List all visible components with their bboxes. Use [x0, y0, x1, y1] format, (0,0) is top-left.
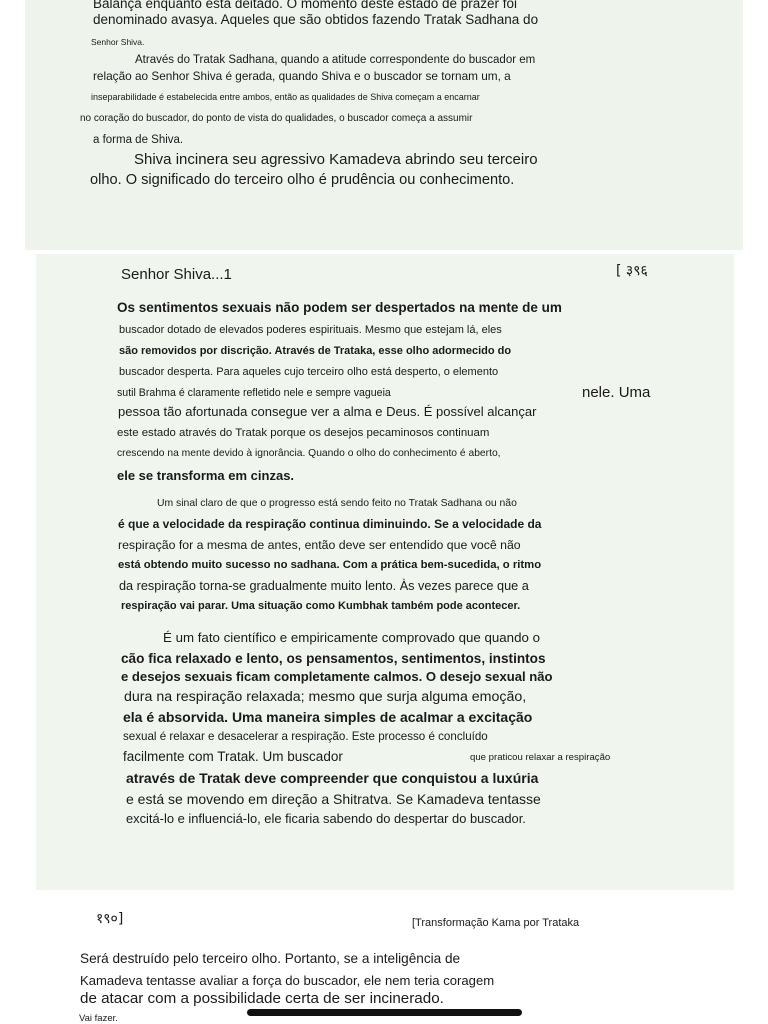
text-line: buscador desperta. Para aqueles cujo terceiro olho está desperto, o elemento [119, 366, 499, 378]
text-line: sutil Brahma é claramente refletido nele e sempre vagueia [117, 387, 391, 399]
text-line: Kamadeva tentasse avaliar a força do buscador, ele nem teria coragem [80, 973, 495, 988]
text-line: Vai fazer. [79, 1013, 118, 1024]
page-header-number: [ ३९६ [616, 263, 648, 279]
text-line: crescendo na mente devido à ignorância. Quando o olho do conhecimento é aberto, [117, 448, 501, 459]
text-line: inseparabilidade é estabelecida entre ambos, então as qualidades de Shiva começam a encarnar [91, 92, 480, 102]
page-header-title: Senhor Shiva...1 [121, 266, 232, 283]
text-line: de atacar com a possibilidade certa de ser incinerado. [80, 990, 444, 1007]
text-line: buscador dotado de elevados poderes espirituais. Mesmo que estejam lá, eles [119, 324, 502, 336]
text-line: e está se movendo em direção a Shitratva. Se Kamadeva tentasse [126, 791, 541, 807]
text-line: Será destruído pelo terceiro olho. Portanto, se a inteligência de [80, 951, 461, 966]
text-line: nele. Uma [582, 384, 651, 401]
text-line: sexual é relaxar e desacelerar a respiração. Este processo é concluído [123, 730, 488, 743]
text-line: cão fica relaxado e lento, os pensamentos, sentimentos, instintos [121, 651, 546, 666]
text-line: são removidos por discrição. Através de Trataka, esse olho adormecido do [119, 345, 512, 357]
text-line: através de Tratak deve compreender que conquistou a luxúria [126, 770, 539, 786]
text-line: e desejos sexuais ficam completamente calmos. O desejo sexual não [121, 669, 553, 684]
text-line: este estado através do Tratak porque os desejos pecaminosos continuam [117, 427, 490, 439]
text-line: É um fato científico e empiricamente comprovado que quando o [163, 630, 540, 645]
text-line: pessoa tão afortunada consegue ver a alma e Deus. É possível alcançar [118, 404, 537, 419]
text-line: no coração do buscador, do ponto de vista do qualidades, o buscador começa a assumir [80, 113, 473, 124]
text-line: ele se transforma em cinzas. [117, 468, 295, 483]
text-line: da respiração torna-se gradualmente muito lento. Às vezes parece que a [119, 579, 529, 593]
text-line: Balança enquanto está deitado. O momento deste estado de prazer foi [93, 0, 518, 11]
text-line: Shiva incinera seu agressivo Kamadeva abrindo seu terceiro [134, 151, 538, 168]
text-line: dura na respiração relaxada; mesmo que surja alguma emoção, [124, 689, 527, 705]
home-indicator[interactable] [247, 1009, 522, 1016]
text-line: que praticou relaxar a respiração [470, 752, 611, 763]
text-line: excitá-lo e influenciá-lo, ele ficaria sabendo do despertar do buscador. [126, 811, 526, 826]
text-line: Um sinal claro de que o progresso está sendo feito no Tratak Sadhana ou não [157, 498, 517, 509]
text-line: ela é absorvida. Uma maneira simples de acalmar a excitação [123, 709, 533, 725]
text-line: Os sentimentos sexuais não podem ser despertados na mente de um [117, 300, 562, 315]
text-line: Senhor Shiva. [91, 37, 145, 47]
page-number: १९०] [96, 911, 124, 927]
text-line: respiração vai parar. Uma situação como Kumbhak também pode acontecer. [121, 600, 521, 612]
text-line: relação ao Senhor Shiva é gerada, quando Shiva e o buscador se tornam um, a [93, 69, 511, 83]
text-line: Através do Tratak Sadhana, quando a atitude correspondente do buscador em [135, 54, 536, 66]
text-line: facilmente com Tratak. Um buscador [123, 749, 343, 764]
text-line: está obtendo muito sucesso no sadhana. Com a prática bem-sucedida, o ritmo [118, 559, 542, 571]
text-line: respiração for a mesma de antes, então deve ser entendido que você não [118, 538, 521, 552]
text-line: a forma de Shiva. [93, 134, 184, 146]
text-line: denominado avasya. Aqueles que são obtidos fazendo Tratak Sadhana do [93, 12, 539, 27]
running-header: [Transformação Kama por Trataka [412, 917, 580, 929]
text-line: é que a velocidade da respiração continua diminuindo. Se a velocidade da [118, 517, 542, 531]
text-line: olho. O significado do terceiro olho é prudência ou conhecimento. [90, 172, 515, 188]
